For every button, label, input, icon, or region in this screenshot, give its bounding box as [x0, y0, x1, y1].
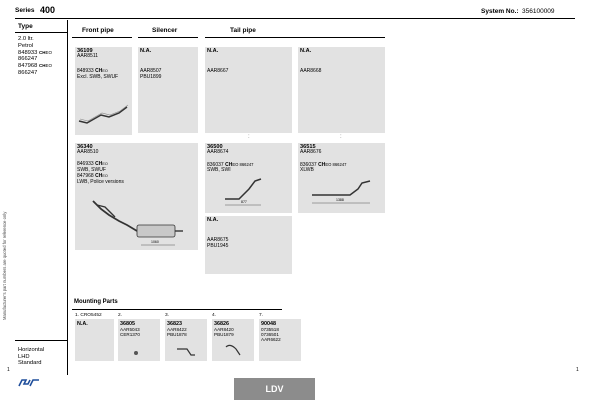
part-box-front-36340[interactable]: [75, 143, 198, 250]
version-standard: Standard: [18, 360, 42, 367]
fitment-note: SWB, SWI: [207, 167, 231, 173]
chassis-range: 847968 CHEO: [77, 173, 108, 179]
mounting-number: 4.: [212, 313, 217, 318]
fitment-note: XLWB: [300, 167, 314, 173]
part-box-tail-36515[interactable]: [298, 143, 385, 213]
part-box-tail-na-3[interactable]: [205, 216, 292, 274]
heading-line-silencer: [138, 37, 198, 38]
series-label: Series: [15, 7, 35, 14]
type-line-2: Petrol: [18, 42, 34, 49]
type-line-1: 2.0 ltr.: [18, 36, 34, 42]
tail-pipe-drawing-icon: [205, 143, 292, 213]
mounting-number: 3.: [165, 313, 170, 318]
oem-number: PBU1879: [214, 332, 234, 337]
oem-number: AAR8422: [167, 327, 187, 332]
part-code: 36340: [77, 144, 93, 150]
type-divider: [15, 32, 68, 33]
part-box-tail-na-1[interactable]: [205, 47, 292, 133]
part-code: N.A.: [207, 48, 219, 54]
front-pipe-silencer-drawing-icon: [75, 143, 198, 250]
version-drive: LHD: [18, 353, 30, 360]
mounting-item-4[interactable]: [212, 313, 254, 361]
oem-number: AAR6622: [261, 337, 281, 342]
connector-dot: :: [340, 134, 342, 140]
type-info: [18, 36, 52, 77]
part-code: N.A.: [300, 48, 312, 54]
dimension-label: 1388: [336, 198, 344, 202]
dimension-label: 1060: [151, 240, 159, 244]
dimension-label: 877: [241, 200, 247, 204]
oem-number: PBU1899: [140, 74, 162, 80]
oem-number: AAR8420: [214, 327, 234, 332]
mounting-parts-title: Mounting Parts: [74, 299, 118, 305]
column-front-pipe: Front pipe: [82, 27, 114, 34]
bracket-icon: [165, 319, 207, 361]
oem-number: 0736501: [261, 332, 279, 337]
system-label: System No.:: [481, 8, 519, 15]
part-code: 36805: [120, 321, 135, 327]
chassis-range: 836037 CHEO 866247: [207, 162, 254, 168]
oem-number: AAR8668: [300, 68, 322, 74]
header-bar: [15, 4, 575, 19]
oem-number: AAR8667: [207, 68, 229, 74]
mounting-number: 1. CRO5452: [75, 313, 102, 318]
page-marker-right: 1: [576, 367, 579, 373]
system-number: 356100009: [522, 8, 555, 15]
part-box-tail-na-2[interactable]: [298, 47, 385, 133]
part-code: N.A.: [140, 48, 152, 54]
heading-line-front: [72, 37, 132, 38]
hanger-icon: [212, 319, 254, 361]
fitment-note: Excl. SWB, SWUF: [77, 74, 119, 80]
oem-number: AAR5043: [120, 327, 140, 332]
chassis-tag: CH: [38, 49, 46, 55]
part-code: N.A.: [207, 217, 219, 223]
type-label: Type: [18, 23, 33, 30]
mounting-item-1[interactable]: [75, 313, 114, 361]
part-code: 36109: [77, 48, 93, 54]
chassis-range: 836037 CHEO 866247: [300, 162, 347, 168]
part-box-tail-36500[interactable]: [205, 143, 292, 213]
version-info: [15, 340, 68, 367]
chassis-range: 848933 CHEO: [77, 68, 108, 74]
column-tail-pipe: Tail pipe: [230, 27, 256, 34]
part-code: 36500: [207, 144, 223, 150]
type-ref-1-to: 866247: [18, 56, 38, 63]
oem-number: AAR8674: [207, 149, 229, 155]
part-code: 36515: [300, 144, 316, 150]
model-badge: LDV: [234, 378, 315, 400]
oem-number: 0735518: [261, 327, 279, 332]
part-code: N.A.: [77, 321, 88, 327]
part-box-silencer-na[interactable]: [138, 47, 198, 133]
connector-dot: :: [248, 134, 250, 140]
front-pipe-drawing-icon: [75, 47, 132, 135]
chassis-tag: CH: [38, 63, 46, 69]
oem-number: AAR8675: [207, 237, 229, 243]
disclaimer-vertical-text: Manufacturer's part numbers are quoted for reference only: [2, 211, 7, 320]
mounting-item-7[interactable]: [259, 313, 301, 361]
type-ref-2: 847968 CHEO: [18, 63, 52, 70]
part-code: 36826: [214, 321, 229, 327]
mounting-divider: [72, 309, 282, 310]
series-number: 400: [40, 5, 56, 15]
oem-number: CER1370: [120, 332, 140, 337]
fitment-note: LWB, Police versions: [77, 179, 124, 185]
dinex-logo-icon: [18, 378, 40, 388]
oem-number: AAR8676: [300, 149, 322, 155]
type-ref-2-to: 866247: [18, 69, 38, 76]
oem-number: AAR8511: [77, 53, 99, 59]
mounting-number: 7.: [259, 313, 264, 318]
part-box-front-36109[interactable]: [75, 47, 132, 135]
oem-number: AAR8510: [77, 149, 99, 155]
part-code: 36823: [167, 321, 182, 327]
column-silencer: Silencer: [152, 27, 178, 34]
heading-line-tail: [205, 37, 385, 38]
oem-number: AAR8507: [140, 68, 162, 74]
type-ref-1: 848933 CHEO: [18, 49, 52, 56]
version-orientation: Horizontal: [18, 347, 45, 353]
oem-number: PBU1945: [207, 243, 229, 249]
rubber-mount-icon: [118, 319, 160, 361]
fitment-note: SWB, SWUF: [77, 167, 106, 173]
page-marker-left: 1: [7, 367, 10, 373]
mounting-number: 2.: [118, 313, 123, 318]
chassis-range: 846933 CHEO: [77, 161, 108, 167]
mounting-item-3[interactable]: [165, 313, 207, 361]
oem-number: PBU1878: [167, 332, 187, 337]
part-code: 90048: [261, 321, 276, 327]
tail-pipe-long-drawing-icon: [298, 143, 385, 213]
mounting-item-2[interactable]: [118, 313, 160, 361]
